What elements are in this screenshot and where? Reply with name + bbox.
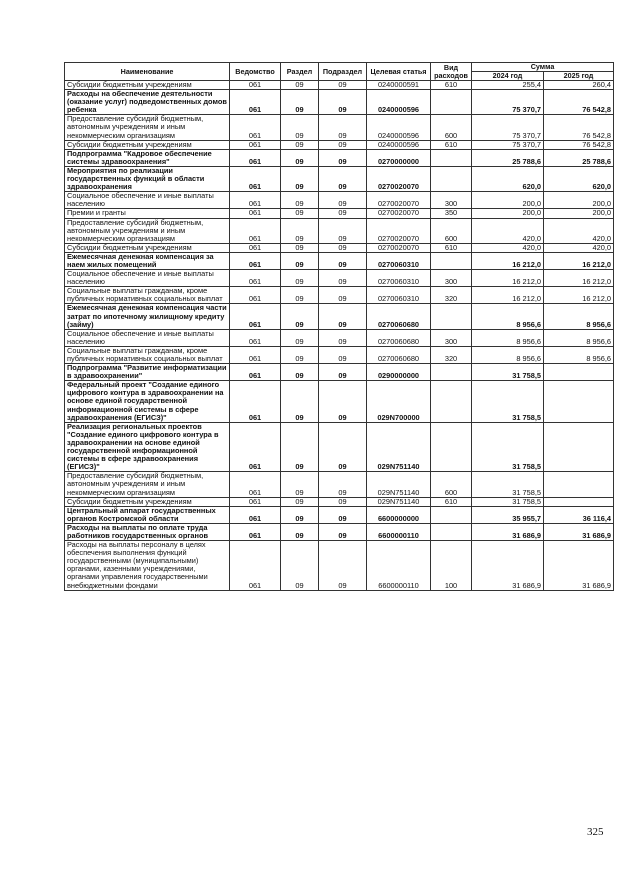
row-razdel: 09 (281, 243, 319, 252)
row-vedomstvo: 061 (230, 422, 281, 472)
row-expense-type (431, 252, 472, 269)
row-name: Предоставление субсидий бюджетным, автономным учреждениям и иным некоммерческим организациям (65, 115, 230, 140)
row-razdel: 09 (281, 506, 319, 523)
table-row (65, 270, 614, 287)
row-sum-2024: 8 956,6 (472, 346, 544, 363)
row-sum-2024: 31 686,9 (472, 541, 544, 591)
row-vedomstvo: 061 (230, 346, 281, 363)
row-vedomstvo: 061 (230, 472, 281, 497)
row-sum-2025: 200,0 (544, 192, 614, 209)
row-podrazdel: 09 (319, 90, 367, 115)
row-razdel: 09 (281, 329, 319, 346)
row-name: Расходы на выплаты персоналу в целях обеспечения выполнения функций государственными (муниципальными) органами, казенными учреждениями, органами управления государственными внебюджетными фондами (65, 541, 230, 591)
row-target-article: 029N700000 (367, 381, 431, 422)
row-sum-2025: 620,0 (544, 166, 614, 191)
row-sum-2025 (544, 364, 614, 381)
table-body (65, 81, 614, 591)
row-target-article: 0270060680 (367, 329, 431, 346)
row-sum-2025: 25 788,6 (544, 149, 614, 166)
row-podrazdel: 09 (319, 218, 367, 243)
row-podrazdel: 09 (319, 472, 367, 497)
row-sum-2024: 255,4 (472, 81, 544, 90)
row-razdel: 09 (281, 252, 319, 269)
row-sum-2024: 16 212,0 (472, 252, 544, 269)
row-target-article: 0270060310 (367, 287, 431, 304)
row-vedomstvo: 061 (230, 523, 281, 540)
row-name: Ежемесячная денежная компенсация за наем жилых помещений (65, 252, 230, 269)
row-sum-2025: 8 956,6 (544, 304, 614, 329)
row-expense-type (431, 149, 472, 166)
row-name: Федеральный проект "Создание единого цифрового контура в здравоохранении на основе единой государственной информационной системы в сфере здравоохранения (ЕГИСЗ)" (65, 381, 230, 422)
row-target-article: 0270020070 (367, 218, 431, 243)
row-target-article: 0270020070 (367, 243, 431, 252)
row-expense-type (431, 166, 472, 191)
row-name: Социальные выплаты гражданам, кроме публичных нормативных социальных выплат (65, 287, 230, 304)
row-podrazdel: 09 (319, 541, 367, 591)
row-sum-2024: 420,0 (472, 243, 544, 252)
row-podrazdel: 09 (319, 209, 367, 218)
row-expense-type (431, 304, 472, 329)
row-name: Субсидии бюджетным учреждениям (65, 140, 230, 149)
row-sum-2025: 76 542,8 (544, 140, 614, 149)
row-sum-2025: 36 116,4 (544, 506, 614, 523)
row-sum-2025 (544, 472, 614, 497)
row-name: Субсидии бюджетным учреждениям (65, 497, 230, 506)
table-row (65, 472, 614, 497)
row-expense-type (431, 506, 472, 523)
row-sum-2024: 200,0 (472, 209, 544, 218)
row-vedomstvo: 061 (230, 497, 281, 506)
table-row (65, 243, 614, 252)
row-podrazdel: 09 (319, 329, 367, 346)
row-name: Социальное обеспечение и иные выплаты населению (65, 192, 230, 209)
row-target-article: 0290000000 (367, 364, 431, 381)
row-name: Предоставление субсидий бюджетным, автономным учреждениям и иным некоммерческим организациям (65, 218, 230, 243)
row-vedomstvo: 061 (230, 304, 281, 329)
row-podrazdel: 09 (319, 304, 367, 329)
row-target-article: 0270020070 (367, 166, 431, 191)
row-podrazdel: 09 (319, 422, 367, 472)
row-name: Мероприятия по реализации государственных функций в области здравоохранения (65, 166, 230, 191)
row-sum-2025: 260,4 (544, 81, 614, 90)
row-razdel: 09 (281, 192, 319, 209)
row-name: Субсидии бюджетным учреждениям (65, 81, 230, 90)
page-number: 325 (587, 826, 604, 838)
row-podrazdel: 09 (319, 243, 367, 252)
header-expense-type: Вид расходов (431, 63, 472, 81)
row-name: Центральный аппарат государственных органов Костромской области (65, 506, 230, 523)
row-razdel: 09 (281, 209, 319, 218)
budget-table (64, 62, 614, 591)
row-razdel: 09 (281, 346, 319, 363)
row-sum-2025 (544, 381, 614, 422)
row-name: Реализация региональных проектов "Создание единого цифрового контура в здравоохранении на основе единой государственной информационной системы в сфере здравоохранения (ЕГИСЗ)" (65, 422, 230, 472)
table-row (65, 381, 614, 422)
row-podrazdel: 09 (319, 192, 367, 209)
row-sum-2025: 8 956,6 (544, 329, 614, 346)
table-row (65, 364, 614, 381)
row-sum-2024: 31 758,5 (472, 381, 544, 422)
row-sum-2025: 31 686,9 (544, 523, 614, 540)
row-sum-2025 (544, 497, 614, 506)
row-razdel: 09 (281, 90, 319, 115)
header-year-2024: 2024 год (472, 72, 544, 81)
row-sum-2025: 420,0 (544, 243, 614, 252)
row-expense-type: 610 (431, 243, 472, 252)
row-sum-2024: 620,0 (472, 166, 544, 191)
row-sum-2025: 8 956,6 (544, 346, 614, 363)
row-podrazdel: 09 (319, 364, 367, 381)
row-podrazdel: 09 (319, 346, 367, 363)
row-expense-type: 300 (431, 270, 472, 287)
row-vedomstvo: 061 (230, 149, 281, 166)
table-row (65, 209, 614, 218)
row-razdel: 09 (281, 364, 319, 381)
row-sum-2024: 31 758,5 (472, 472, 544, 497)
row-name: Социальное обеспечение и иные выплаты населению (65, 270, 230, 287)
row-vedomstvo: 061 (230, 90, 281, 115)
row-sum-2024: 35 955,7 (472, 506, 544, 523)
header-vedomstvo: Ведомство (230, 63, 281, 81)
row-razdel: 09 (281, 166, 319, 191)
row-expense-type: 350 (431, 209, 472, 218)
row-podrazdel: 09 (319, 287, 367, 304)
row-expense-type (431, 381, 472, 422)
row-sum-2025: 76 542,8 (544, 90, 614, 115)
row-sum-2025: 200,0 (544, 209, 614, 218)
row-sum-2024: 420,0 (472, 218, 544, 243)
row-razdel: 09 (281, 304, 319, 329)
row-expense-type: 300 (431, 192, 472, 209)
row-target-article: 0270060310 (367, 252, 431, 269)
row-sum-2024: 25 788,6 (472, 149, 544, 166)
row-razdel: 09 (281, 422, 319, 472)
row-razdel: 09 (281, 497, 319, 506)
table-row (65, 252, 614, 269)
row-expense-type: 600 (431, 115, 472, 140)
row-vedomstvo: 061 (230, 329, 281, 346)
row-vedomstvo: 061 (230, 287, 281, 304)
table-row (65, 304, 614, 329)
row-name: Расходы на выплаты по оплате труда работников государственных органов (65, 523, 230, 540)
table-row (65, 90, 614, 115)
row-vedomstvo: 061 (230, 140, 281, 149)
row-sum-2024: 31 686,9 (472, 523, 544, 540)
row-sum-2024: 75 370,7 (472, 115, 544, 140)
header-target-article: Целевая статья (367, 63, 431, 81)
row-target-article: 0270060310 (367, 270, 431, 287)
row-name: Премии и гранты (65, 209, 230, 218)
row-expense-type (431, 90, 472, 115)
row-sum-2024: 16 212,0 (472, 270, 544, 287)
row-vedomstvo: 061 (230, 81, 281, 90)
row-sum-2025: 420,0 (544, 218, 614, 243)
row-target-article: 0240000596 (367, 90, 431, 115)
table-row (65, 287, 614, 304)
table-row (65, 523, 614, 540)
table-row (65, 166, 614, 191)
row-target-article: 0240000596 (367, 140, 431, 149)
row-name: Социальные выплаты гражданам, кроме публичных нормативных социальных выплат (65, 346, 230, 363)
row-sum-2024: 16 212,0 (472, 287, 544, 304)
row-sum-2024: 31 758,5 (472, 364, 544, 381)
row-expense-type: 610 (431, 81, 472, 90)
row-sum-2025: 16 212,0 (544, 252, 614, 269)
row-target-article: 0270020070 (367, 192, 431, 209)
row-razdel: 09 (281, 381, 319, 422)
row-sum-2024: 75 370,7 (472, 140, 544, 149)
header-podrazdel: Подраздел (319, 63, 367, 81)
row-vedomstvo: 061 (230, 252, 281, 269)
row-expense-type (431, 523, 472, 540)
row-sum-2024: 75 370,7 (472, 90, 544, 115)
row-expense-type: 600 (431, 218, 472, 243)
row-expense-type: 100 (431, 541, 472, 591)
row-target-article: 029N751140 (367, 497, 431, 506)
row-expense-type (431, 422, 472, 472)
table-row (65, 81, 614, 90)
row-name: Ежемесячная денежная компенсация части затрат по ипотечному жилищному кредиту (займу) (65, 304, 230, 329)
row-podrazdel: 09 (319, 381, 367, 422)
row-podrazdel: 09 (319, 166, 367, 191)
row-sum-2024: 8 956,6 (472, 304, 544, 329)
table-row (65, 218, 614, 243)
header-name: Наименование (65, 63, 230, 81)
header-razdel: Раздел (281, 63, 319, 81)
row-vedomstvo: 061 (230, 364, 281, 381)
row-sum-2024: 31 758,5 (472, 422, 544, 472)
row-razdel: 09 (281, 523, 319, 540)
row-expense-type: 610 (431, 140, 472, 149)
row-name: Социальное обеспечение и иные выплаты населению (65, 329, 230, 346)
row-vedomstvo: 061 (230, 192, 281, 209)
header-year-2025: 2025 год (544, 72, 614, 81)
row-podrazdel: 09 (319, 270, 367, 287)
row-target-article: 6600000110 (367, 541, 431, 591)
table-row (65, 506, 614, 523)
row-target-article: 029N751140 (367, 422, 431, 472)
row-sum-2025: 31 686,9 (544, 541, 614, 591)
row-expense-type (431, 364, 472, 381)
row-target-article: 0270060680 (367, 346, 431, 363)
table-row (65, 192, 614, 209)
row-razdel: 09 (281, 541, 319, 591)
row-podrazdel: 09 (319, 149, 367, 166)
row-expense-type: 610 (431, 497, 472, 506)
row-sum-2025: 16 212,0 (544, 287, 614, 304)
row-expense-type: 320 (431, 287, 472, 304)
row-razdel: 09 (281, 140, 319, 149)
table-row (65, 329, 614, 346)
row-podrazdel: 09 (319, 81, 367, 90)
row-name: Подпрограмма "Кадровое обеспечение системы здравоохранения" (65, 149, 230, 166)
row-name: Предоставление субсидий бюджетным, автономным учреждениям и иным некоммерческим организациям (65, 472, 230, 497)
table-row (65, 149, 614, 166)
row-podrazdel: 09 (319, 497, 367, 506)
row-podrazdel: 09 (319, 523, 367, 540)
row-sum-2025: 16 212,0 (544, 270, 614, 287)
row-razdel: 09 (281, 149, 319, 166)
row-razdel: 09 (281, 270, 319, 287)
row-vedomstvo: 061 (230, 270, 281, 287)
row-razdel: 09 (281, 472, 319, 497)
table-row (65, 497, 614, 506)
row-target-article: 0240000591 (367, 81, 431, 90)
row-expense-type: 300 (431, 329, 472, 346)
row-vedomstvo: 061 (230, 506, 281, 523)
header-sum: Сумма (472, 63, 614, 72)
table-row (65, 541, 614, 591)
table-row (65, 140, 614, 149)
row-vedomstvo: 061 (230, 209, 281, 218)
row-target-article: 0270060680 (367, 304, 431, 329)
row-vedomstvo: 061 (230, 381, 281, 422)
table-row (65, 346, 614, 363)
row-target-article: 0270020070 (367, 209, 431, 218)
row-razdel: 09 (281, 287, 319, 304)
row-expense-type: 600 (431, 472, 472, 497)
row-vedomstvo: 061 (230, 243, 281, 252)
row-razdel: 09 (281, 115, 319, 140)
row-sum-2024: 8 956,6 (472, 329, 544, 346)
row-target-article: 0240000596 (367, 115, 431, 140)
row-podrazdel: 09 (319, 115, 367, 140)
row-podrazdel: 09 (319, 506, 367, 523)
row-razdel: 09 (281, 81, 319, 90)
row-podrazdel: 09 (319, 252, 367, 269)
row-sum-2025 (544, 422, 614, 472)
table-row (65, 115, 614, 140)
row-name: Подпрограмма "Развитие информатизации в здравоохранении" (65, 364, 230, 381)
row-expense-type: 320 (431, 346, 472, 363)
row-target-article: 0270000000 (367, 149, 431, 166)
row-podrazdel: 09 (319, 140, 367, 149)
row-name: Расходы на обеспечение деятельности (оказание услуг) подведомственных домов ребенка (65, 90, 230, 115)
row-name: Субсидии бюджетным учреждениям (65, 243, 230, 252)
row-vedomstvo: 061 (230, 218, 281, 243)
row-sum-2024: 31 758,5 (472, 497, 544, 506)
row-target-article: 6600000000 (367, 506, 431, 523)
row-sum-2025: 76 542,8 (544, 115, 614, 140)
table-row (65, 422, 614, 472)
row-sum-2024: 200,0 (472, 192, 544, 209)
row-target-article: 6600000110 (367, 523, 431, 540)
row-target-article: 029N751140 (367, 472, 431, 497)
row-vedomstvo: 061 (230, 166, 281, 191)
row-vedomstvo: 061 (230, 115, 281, 140)
row-razdel: 09 (281, 218, 319, 243)
row-vedomstvo: 061 (230, 541, 281, 591)
